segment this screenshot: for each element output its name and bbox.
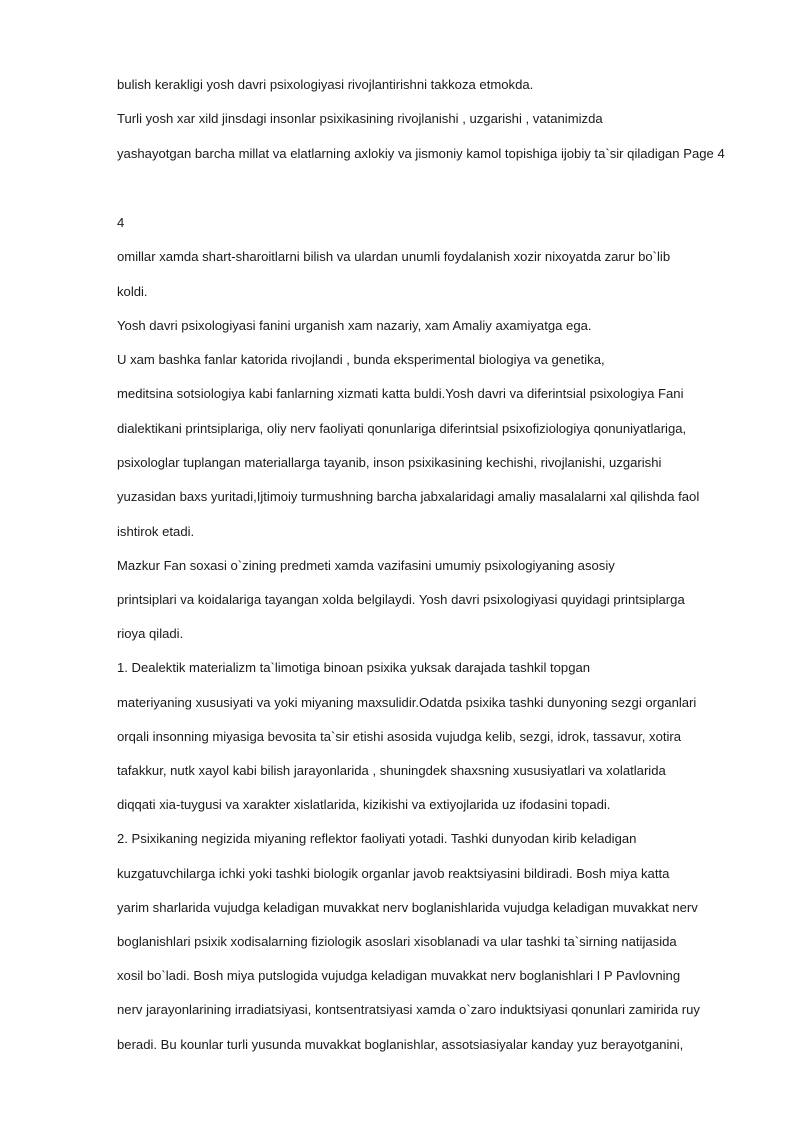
text-line: Yosh davri psixologiyasi fanini urganish xam nazariy, xam Amaliy axamiyatga ega. <box>117 318 592 333</box>
text-line: psixologlar tuplangan materiallarga tayanib, inson psixikasining kechishi, rivojlanishi, uzgarishi <box>117 455 662 470</box>
text-line: Turli yosh xar xild jinsdagi insonlar psixikasining rivojlanishi , uzgarishi , vatanimizda <box>117 111 603 126</box>
text-line: diqqati xia-tuygusi va xarakter xislatlarida, kizikishi va extiyojlarida uz ifodasini topadi. <box>117 797 611 812</box>
text-line: 2. Psixikaning negizida miyaning reflektor faoliyati yotadi. Tashki dunyodan kirib keladigan <box>117 831 637 846</box>
text-line: omillar xamda shart-sharoitlarni bilish va ulardan unumli foydalanish xozir nixoyatda zarur bo`lib <box>117 249 671 264</box>
text-line: nerv jarayonlarining irradiatsiyasi, kontsentratsiyasi xamda o`zaro induktsiyasi qonunlari zamirida ruy <box>117 1002 700 1017</box>
text-line: meditsina sotsiologiya kabi fanlarning xizmati katta buldi.Yosh davri va diferintsial psixologiya Fani <box>117 386 684 401</box>
text-line: dialektikani printsiplariga, oliy nerv faoliyati qonunlariga diferintsial psixofiziologiya qonuniyatlariga, <box>117 421 687 436</box>
text-line: ishtirok etadi. <box>117 524 195 539</box>
text-line: boglanishlari psixik xodisalarning fiziologik asoslari xisoblanadi va ular tashki ta`sirning natijasida <box>117 934 677 949</box>
text-line: Mazkur Fan soxasi o`zining predmeti xamda vazifasini umumiy psixologiyaning asosiy <box>117 558 615 573</box>
text-line: yarim sharlarida vujudga keladigan muvakkat nerv boglanishlarida vujudga keladigan muvakkat nerv <box>117 900 698 915</box>
text-line: tafakkur, nutk xayol kabi bilish jarayonlarida , shuningdek shaxsning xususiyatlari va xolatlarida <box>117 763 666 778</box>
text-line: materiyaning xususiyati va yoki miyaning maxsulidir.Odatda psixika tashki dunyoning sezgi organlari <box>117 695 697 710</box>
text-line: xosil bo`ladi. Bosh miya putslogida vujudga keladigan muvakkat nerv boglanishlari I P Pavlovning <box>117 968 681 983</box>
text-line: printsiplari va koidalariga tayangan xolda belgilaydi. Yosh davri psixologiyasi quyidagi printsiplarga <box>117 592 685 607</box>
text-line: kuzgatuvchilarga ichki yoki tashki biologik organlar javob reaktsiyasini bildiradi. Bosh miya katta <box>117 866 670 881</box>
text-line: koldi. <box>117 284 148 299</box>
text-line: 1. Dealektik materializm ta`limotiga binoan psixika yuksak darajada tashkil topgan <box>117 660 591 675</box>
text-line: rioya qiladi. <box>117 626 184 641</box>
text-line: orqali insonning miyasiga bevosita ta`sir etishi asosida vujudga kelib, sezgi, idrok, tassavur, xotira <box>117 729 682 744</box>
text-line: U xam bashka fanlar katorida rivojlandi , bunda eksperimental biologiya va genetika, <box>117 352 605 367</box>
text-line: yuzasidan baxs yuritadi,Ijtimoiy turmushning barcha jabxalaridagi amaliy masalalarni xal qilishda faol <box>117 489 700 504</box>
text-line: yashayotgan barcha millat va elatlarning axlokiy va jismoniy kamol topishiga ijobiy ta`sir qiladigan Page 4 <box>117 146 725 161</box>
text-line: bulish kerakligi yosh davri psixologiyasi rivojlantirishni takkoza etmokda. <box>117 77 534 92</box>
text-line: beradi. Bu kounlar turli yusunda muvakkat boglanishlar, assotsiasiyalar kanday yuz berayotganini, <box>117 1037 684 1052</box>
page-number: 4 <box>117 215 125 230</box>
